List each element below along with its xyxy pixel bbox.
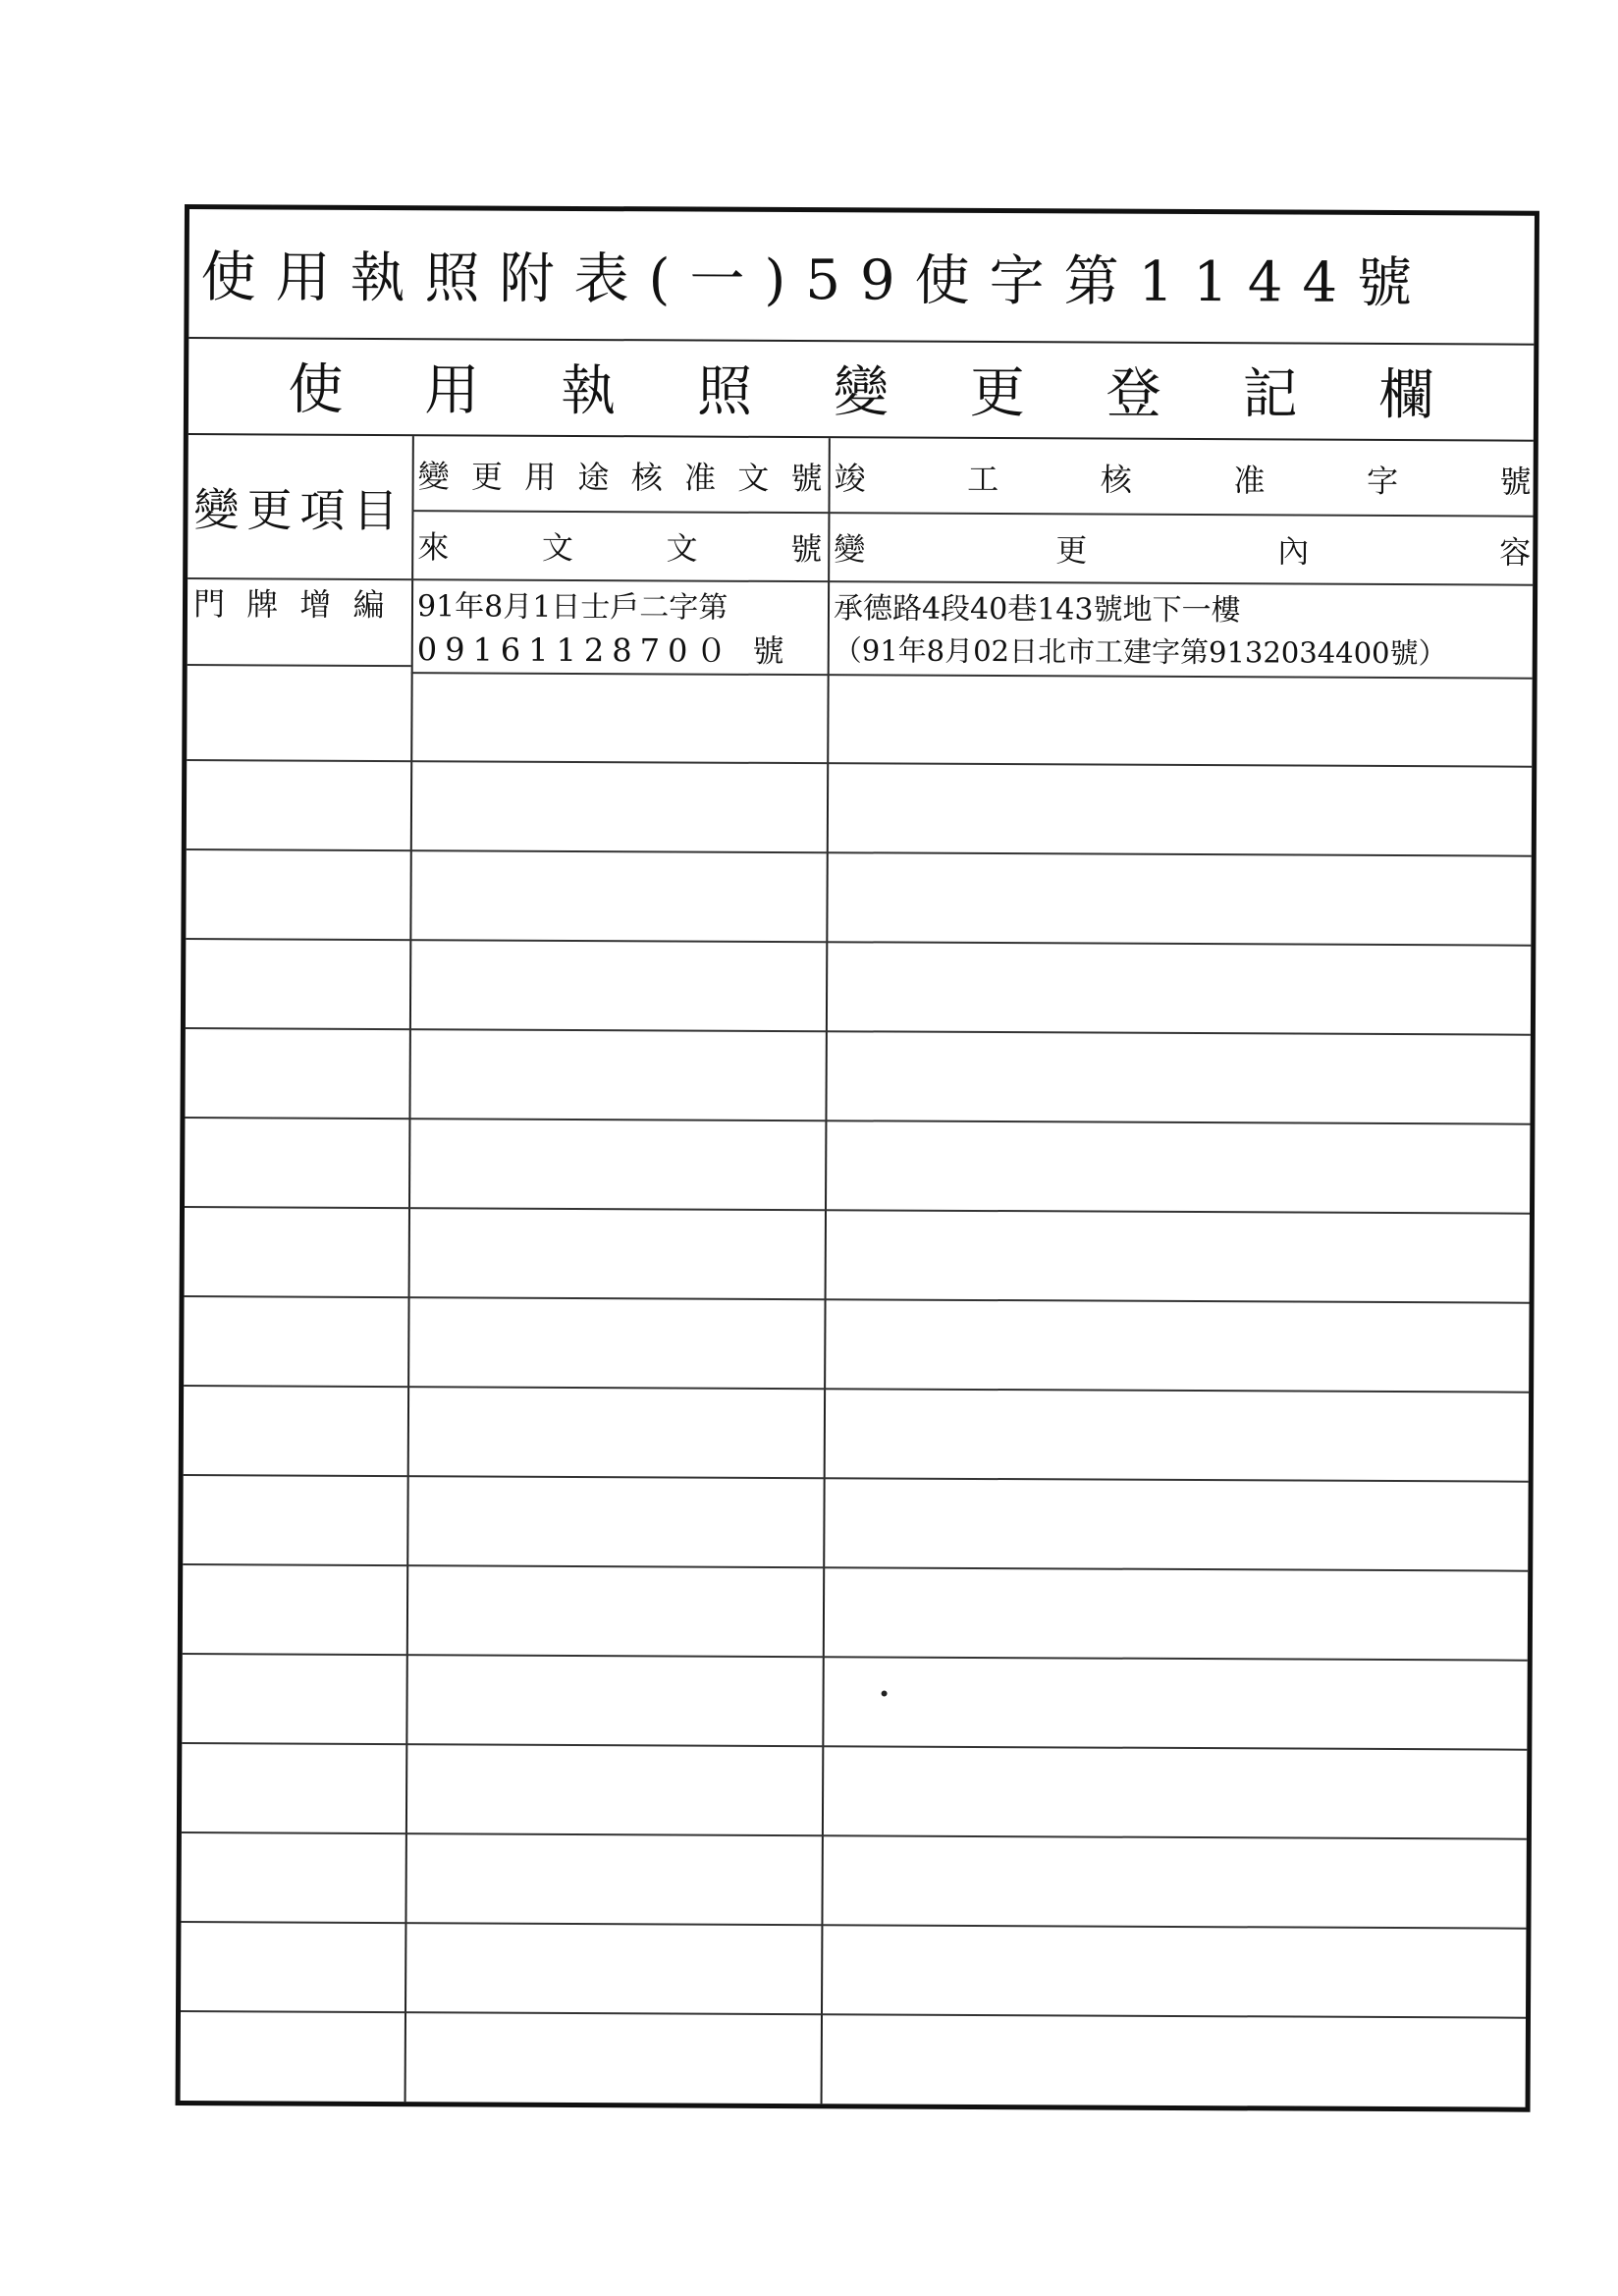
header-char: 核 (630, 458, 663, 496)
header-char: 工 (967, 460, 999, 498)
header-char: 准 (683, 458, 717, 497)
form-title-row (189, 209, 1535, 346)
entry-doc-line1-text: 91年8月1日士戶二字第 (416, 588, 728, 626)
column-divider (404, 436, 414, 2102)
header-char: 更 (1055, 531, 1088, 570)
header-char: 竣 (834, 459, 866, 497)
header-char: 容 (1499, 533, 1532, 572)
subtitle-char: 記 (1242, 362, 1298, 427)
subtitle-char: 照 (696, 359, 753, 424)
row-line (183, 1563, 1528, 1572)
entry-item-text: 門 牌 增 編 (192, 584, 391, 624)
header-char: 號 (790, 530, 823, 569)
header-char: 文 (666, 529, 698, 568)
form-title: 使用執照附表(一)59使字第1144號 (200, 246, 1432, 316)
header-char: 准 (1233, 461, 1266, 499)
entry-content-line1 (830, 582, 1535, 630)
header-approval-no (413, 438, 826, 512)
row-line (184, 1385, 1529, 1394)
header-char: 字 (1366, 462, 1399, 500)
scan-speck (882, 1690, 888, 1696)
header-char: 用 (524, 458, 557, 496)
row-line (181, 2010, 1526, 2019)
entry-doc-line1 (413, 580, 826, 627)
header-char: 來 (417, 528, 450, 567)
entry-doc-line2-text: 0916112870０ 號 (416, 629, 792, 670)
row-line (182, 1742, 1527, 1751)
row-line (181, 1921, 1526, 1930)
header-char: 變 (834, 530, 866, 569)
header-char: 號 (1499, 463, 1532, 501)
row-line (185, 1206, 1530, 1215)
subtitle-char: 變 (833, 360, 890, 425)
row-line (184, 1474, 1529, 1483)
header-char: 變 (417, 457, 450, 495)
row-line (188, 664, 411, 667)
entry-doc-line2 (413, 625, 826, 671)
header-char: 核 (1100, 461, 1132, 499)
header-incoming-no (413, 512, 826, 580)
header-char: 內 (1277, 532, 1310, 571)
form-subtitle (189, 337, 1534, 442)
row-line (187, 848, 1532, 857)
header-change-item-label: 變更項目 (193, 482, 406, 537)
row-line (183, 1653, 1528, 1662)
header-change-item (188, 435, 412, 578)
row-line (185, 1117, 1530, 1125)
subtitle-char: 欄 (1378, 362, 1434, 428)
header-char: 號 (790, 459, 823, 497)
subtitle-char: 更 (969, 360, 1026, 426)
entry-content-line2-text: （91年8月02日北市工建字第9132034400號） (833, 633, 1447, 671)
entry-content-line1-text: 承德路4段40巷143號地下一樓 (833, 590, 1241, 628)
entry-content-line2 (830, 627, 1535, 675)
row-line (186, 938, 1531, 947)
subtitle-char: 用 (424, 358, 480, 423)
row-line (185, 1295, 1530, 1304)
header-char: 文 (737, 459, 770, 497)
header-char: 更 (470, 457, 504, 496)
column-divider (821, 438, 831, 2104)
usage-license-change-form (176, 204, 1539, 2112)
row-line (187, 759, 1532, 768)
row-line (182, 1831, 1527, 1840)
entry-item (188, 579, 411, 625)
subtitle-char: 登 (1106, 361, 1161, 426)
header-completion-no (830, 440, 1535, 516)
header-char: 途 (577, 458, 610, 496)
header-change-content (830, 514, 1535, 584)
subtitle-char: 使 (288, 357, 344, 422)
header-char: 文 (541, 528, 574, 567)
subtitle-char: 執 (561, 358, 617, 424)
row-line (186, 1027, 1531, 1036)
